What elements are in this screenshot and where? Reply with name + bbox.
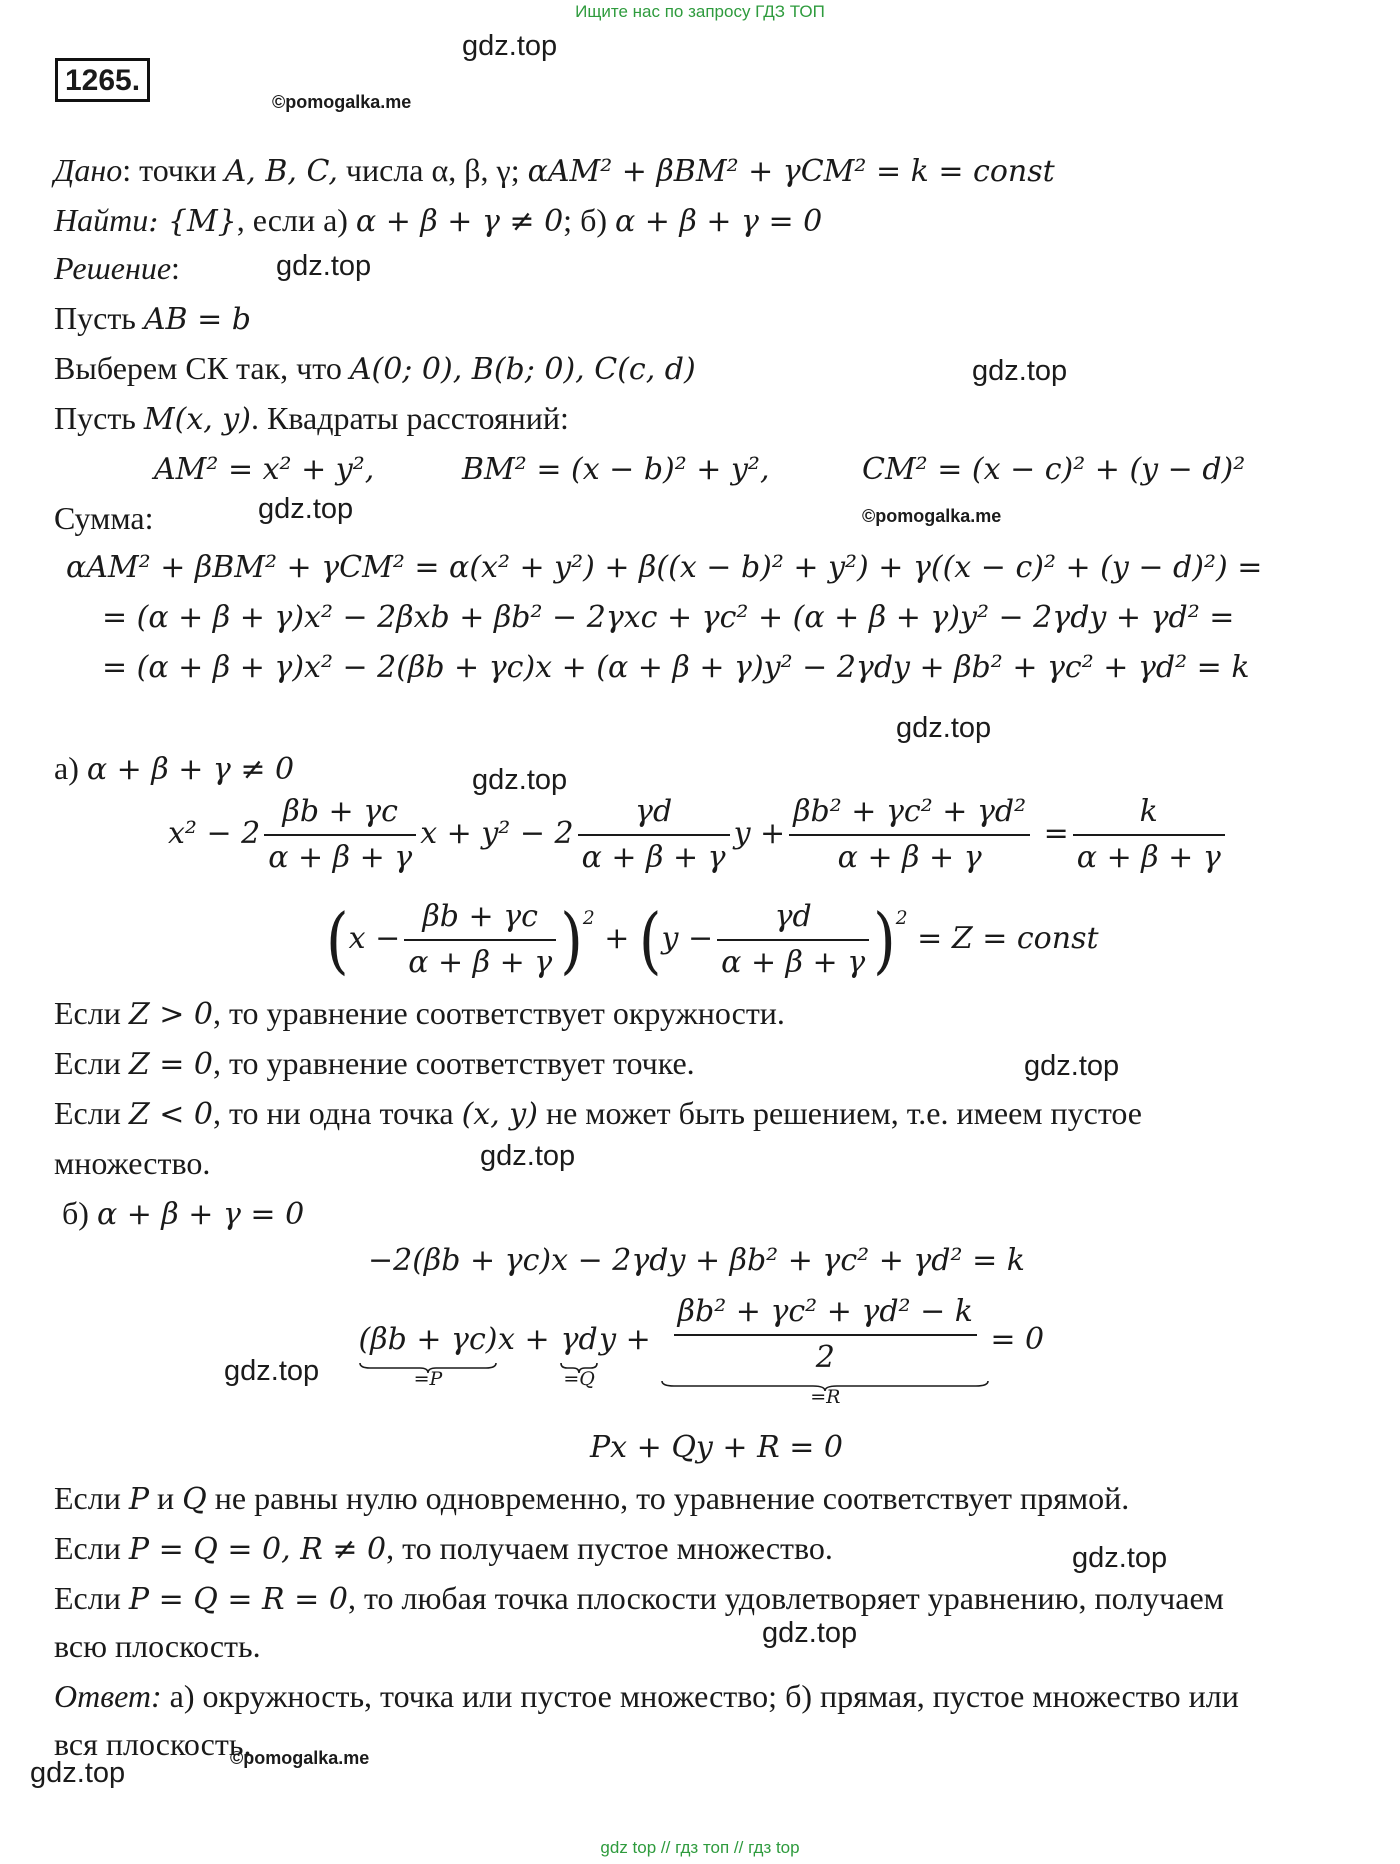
p-caption: =P	[413, 1368, 443, 1390]
z-negative-t3: не может быть решением, т.е. имеем пустое	[537, 1095, 1142, 1131]
eq-circle-frac-2-den: α + β + γ	[721, 945, 866, 980]
watermark-gdz: gdz.top	[762, 1617, 858, 1649]
r-frac	[674, 1290, 977, 1380]
eq-circle-square-2: 2	[895, 907, 908, 929]
eq-b3: Px + Qy + R = 0	[590, 1430, 843, 1465]
case-a-cond: α + β + γ ≠ 0	[86, 752, 295, 787]
eq-circle-rparen-1: )	[560, 897, 583, 983]
given-numbers: числа α, β, γ;	[337, 152, 528, 188]
z-negative-t2: , то ни одна точка	[212, 1095, 462, 1131]
eq-a-frac-4	[1073, 790, 1225, 880]
dist-am: AM² = x² + y²,	[154, 452, 375, 487]
q-term: γd	[560, 1322, 598, 1357]
choose-text: Выберем СК так, что	[54, 350, 350, 386]
dist-cm: CM² = (x − c)² + (y − d)²	[862, 452, 1246, 487]
solution-label: Решение	[54, 250, 172, 286]
given-formula: αAM² + βBM² + γCM² = k = const	[527, 154, 1055, 189]
eq-circle-square-1: 2	[582, 907, 595, 929]
eq-b2-eq0: = 0	[990, 1322, 1045, 1357]
eq-circle-rparen-2: )	[873, 897, 896, 983]
z-negative-formula: Z < 0	[128, 1097, 213, 1132]
watermark-gdz: gdz.top	[30, 1757, 126, 1789]
watermark-gdz: gdz.top	[896, 712, 992, 744]
footer-links[interactable]: gdz top // гдз топ // гдз top	[600, 1838, 800, 1857]
z-negative-cont: множество.	[54, 1145, 211, 1181]
watermark-gdz: gdz.top	[972, 355, 1068, 387]
eq-b2-x-plus: x +	[498, 1322, 550, 1357]
r-frac-num: βb² + γc² + γd² − k	[674, 1290, 977, 1336]
find-label: Найти	[54, 202, 149, 238]
sum-line-2: = (α + β + γ)x² − 2βxb + βb² − 2γxc + γc² + (α + β + γ)y² − 2γdy + γd² =	[102, 600, 1235, 635]
watermark-gdz: gdz.top	[258, 493, 354, 525]
watermark-pomogalka: ©pomogalka.me	[230, 1748, 370, 1768]
z-negative-point: (x, y)	[461, 1097, 538, 1132]
watermark-gdz: gdz.top	[462, 30, 558, 62]
q-caption: =Q	[563, 1368, 595, 1390]
pq-p: P	[128, 1482, 150, 1517]
pqr2-t2: , то любая точка плоскости удовлетворяет уравнению, получаем	[347, 1580, 1224, 1616]
let-ab-line	[54, 300, 251, 337]
eq-a-t3: y +	[733, 816, 786, 851]
eq-a-frac-4-den: α + β + γ	[1076, 840, 1221, 875]
let-ab-formula: AB = b	[143, 302, 252, 337]
eq-a-t4: =	[1043, 816, 1069, 851]
pq-line	[54, 1480, 1129, 1517]
z-zero-t2: , то уравнение соответствует точке.	[212, 1045, 695, 1081]
let-m-text-2: . Квадраты расстояний:	[250, 400, 569, 436]
eq-circle-frac-2-num: γd	[717, 895, 869, 941]
dist-bm: BM² = (x − b)² + y²,	[462, 452, 770, 487]
pqr2-t1: Если	[54, 1580, 129, 1616]
pq-t1: Если	[54, 1480, 129, 1516]
choose-line	[54, 350, 696, 387]
given-points: A, B, C,	[224, 154, 338, 189]
answer-cont: вся плоскость.	[54, 1726, 252, 1762]
watermark-gdz: gdz.top	[1072, 1542, 1168, 1574]
eq-circle-lparen-1: (	[326, 897, 349, 983]
answer-label: Ответ:	[54, 1678, 162, 1714]
eq-circle	[326, 890, 1099, 989]
eq-a-t1: x² − 2	[168, 816, 261, 851]
pqr1-t1: Если	[54, 1530, 129, 1566]
watermark-gdz: gdz.top	[480, 1140, 576, 1172]
pq-q: Q	[182, 1482, 207, 1517]
solution-colon: :	[171, 250, 180, 286]
choose-formula: A(0; 0), B(b; 0), C(c, d)	[349, 352, 696, 387]
sum-line-1: αAM² + βBM² + γCM² = α(x² + y²) + β((x − b)² + y²) + γ((x − c)² + (y − d)²) =	[66, 550, 1263, 585]
answer-line	[54, 1678, 1239, 1715]
z-positive-t1: Если	[54, 995, 129, 1031]
pqr1-t2: , то получаем пустое множество.	[386, 1530, 833, 1566]
let-m-line	[54, 400, 569, 437]
let-ab-text: Пусть	[54, 300, 144, 336]
eq-circle-plus: +	[604, 921, 630, 956]
answer-text: а) окружность, точка или пустое множество; б) прямая, пустое множество или	[161, 1678, 1239, 1714]
eq-circle-lparen-2: (	[638, 897, 662, 983]
pq-t2: и	[149, 1480, 183, 1516]
pqr2-line	[54, 1580, 1224, 1617]
z-zero-line	[54, 1045, 695, 1082]
problem-number: 1265.	[55, 58, 150, 102]
eq-a-frac-1	[264, 790, 416, 880]
p-brace	[358, 1318, 498, 1388]
eq-circle-y: y −	[661, 921, 714, 956]
case-a-line	[54, 750, 294, 787]
eq-circle-x: x −	[348, 921, 401, 956]
watermark-gdz: gdz.top	[472, 764, 568, 796]
sum-label: Сумма:	[54, 500, 154, 536]
find-line	[54, 202, 822, 239]
eq-b2	[358, 1290, 1044, 1406]
watermark-pomogalka: ©pomogalka.me	[862, 506, 1002, 526]
eq-a-frac-1-den: α + β + γ	[268, 840, 413, 875]
find-set: : {M}	[148, 204, 237, 239]
eq-b1: −2(βb + γc)x − 2γdy + βb² + γc² + γd² = k	[368, 1243, 1025, 1278]
watermark-gdz: gdz.top	[276, 250, 372, 282]
given-text: : точки	[122, 152, 225, 188]
eq-b2-y-plus: y +	[599, 1322, 651, 1357]
z-negative-t1: Если	[54, 1095, 129, 1131]
let-m-formula: M(x, y)	[143, 402, 251, 437]
case-b-cond: α + β + γ = 0	[96, 1197, 305, 1232]
pq-t3: не равны нулю одновременно, то уравнение соответствует прямой.	[206, 1480, 1130, 1516]
z-positive-t2: , то уравнение соответствует окружности.	[212, 995, 785, 1031]
case-a-label: а)	[54, 750, 87, 786]
p-term: (βb + γc)	[358, 1322, 498, 1357]
case-b-line	[62, 1195, 304, 1232]
eq-circle-frac-1-den: α + β + γ	[408, 945, 553, 980]
eq-circle-frac-1	[404, 895, 556, 985]
z-negative-line	[54, 1095, 1142, 1132]
given-label: Дано	[54, 152, 123, 188]
eq-a-frac-2	[578, 790, 730, 880]
find-cond-b: α + β + γ = 0	[615, 204, 823, 239]
eq-a-frac-3-den: α + β + γ	[837, 840, 982, 875]
watermark-gdz: gdz.top	[1024, 1050, 1120, 1082]
q-brace	[559, 1318, 599, 1388]
eq-circle-frac-1-num: βb + γc	[404, 895, 556, 941]
eq-a	[168, 790, 1229, 880]
z-positive-formula: Z > 0	[128, 997, 213, 1032]
eq-a-frac-1-num: βb + γc	[264, 790, 416, 836]
r-caption: =R	[810, 1386, 841, 1408]
pqr1-line	[54, 1530, 833, 1567]
pqr1-formula: P = Q = 0, R ≠ 0	[128, 1532, 387, 1567]
watermark-gdz: gdz.top	[224, 1355, 320, 1387]
r-brace	[660, 1290, 990, 1406]
case-b-label: б)	[62, 1195, 97, 1231]
eq-circle-frac-2	[717, 895, 869, 985]
find-text: , если а)	[236, 202, 356, 238]
given-line	[54, 152, 1055, 189]
z-zero-formula: Z = 0	[128, 1047, 213, 1082]
z-zero-t1: Если	[54, 1045, 129, 1081]
z-positive-line	[54, 995, 785, 1032]
eq-a-frac-3	[789, 790, 1030, 880]
pqr2-formula: P = Q = R = 0	[128, 1582, 348, 1617]
find-cond-a: α + β + γ ≠ 0	[355, 204, 564, 239]
pqr2-cont: всю плоскость.	[54, 1628, 261, 1664]
r-frac-den: 2	[815, 1340, 835, 1375]
solution-line	[54, 250, 180, 287]
find-text-2: ; б)	[563, 202, 615, 238]
top-banner[interactable]: Ищите нас по запросу ГДЗ ТОП	[575, 2, 825, 21]
sum-line-3: = (α + β + γ)x² − 2(βb + γc)x + (α + β + γ)y² − 2γdy + βb² + γc² + γd² = k	[102, 650, 1250, 685]
eq-a-frac-4-num: k	[1073, 790, 1225, 836]
eq-a-frac-2-num: γd	[578, 790, 730, 836]
eq-a-frac-2-den: α + β + γ	[581, 840, 726, 875]
let-m-text: Пусть	[54, 400, 144, 436]
eq-a-frac-3-num: βb² + γc² + γd²	[789, 790, 1030, 836]
eq-circle-tail: = Z = const	[917, 921, 1099, 956]
watermark-pomogalka: ©pomogalka.me	[272, 92, 412, 112]
eq-a-t2: x + y² − 2	[420, 816, 574, 851]
